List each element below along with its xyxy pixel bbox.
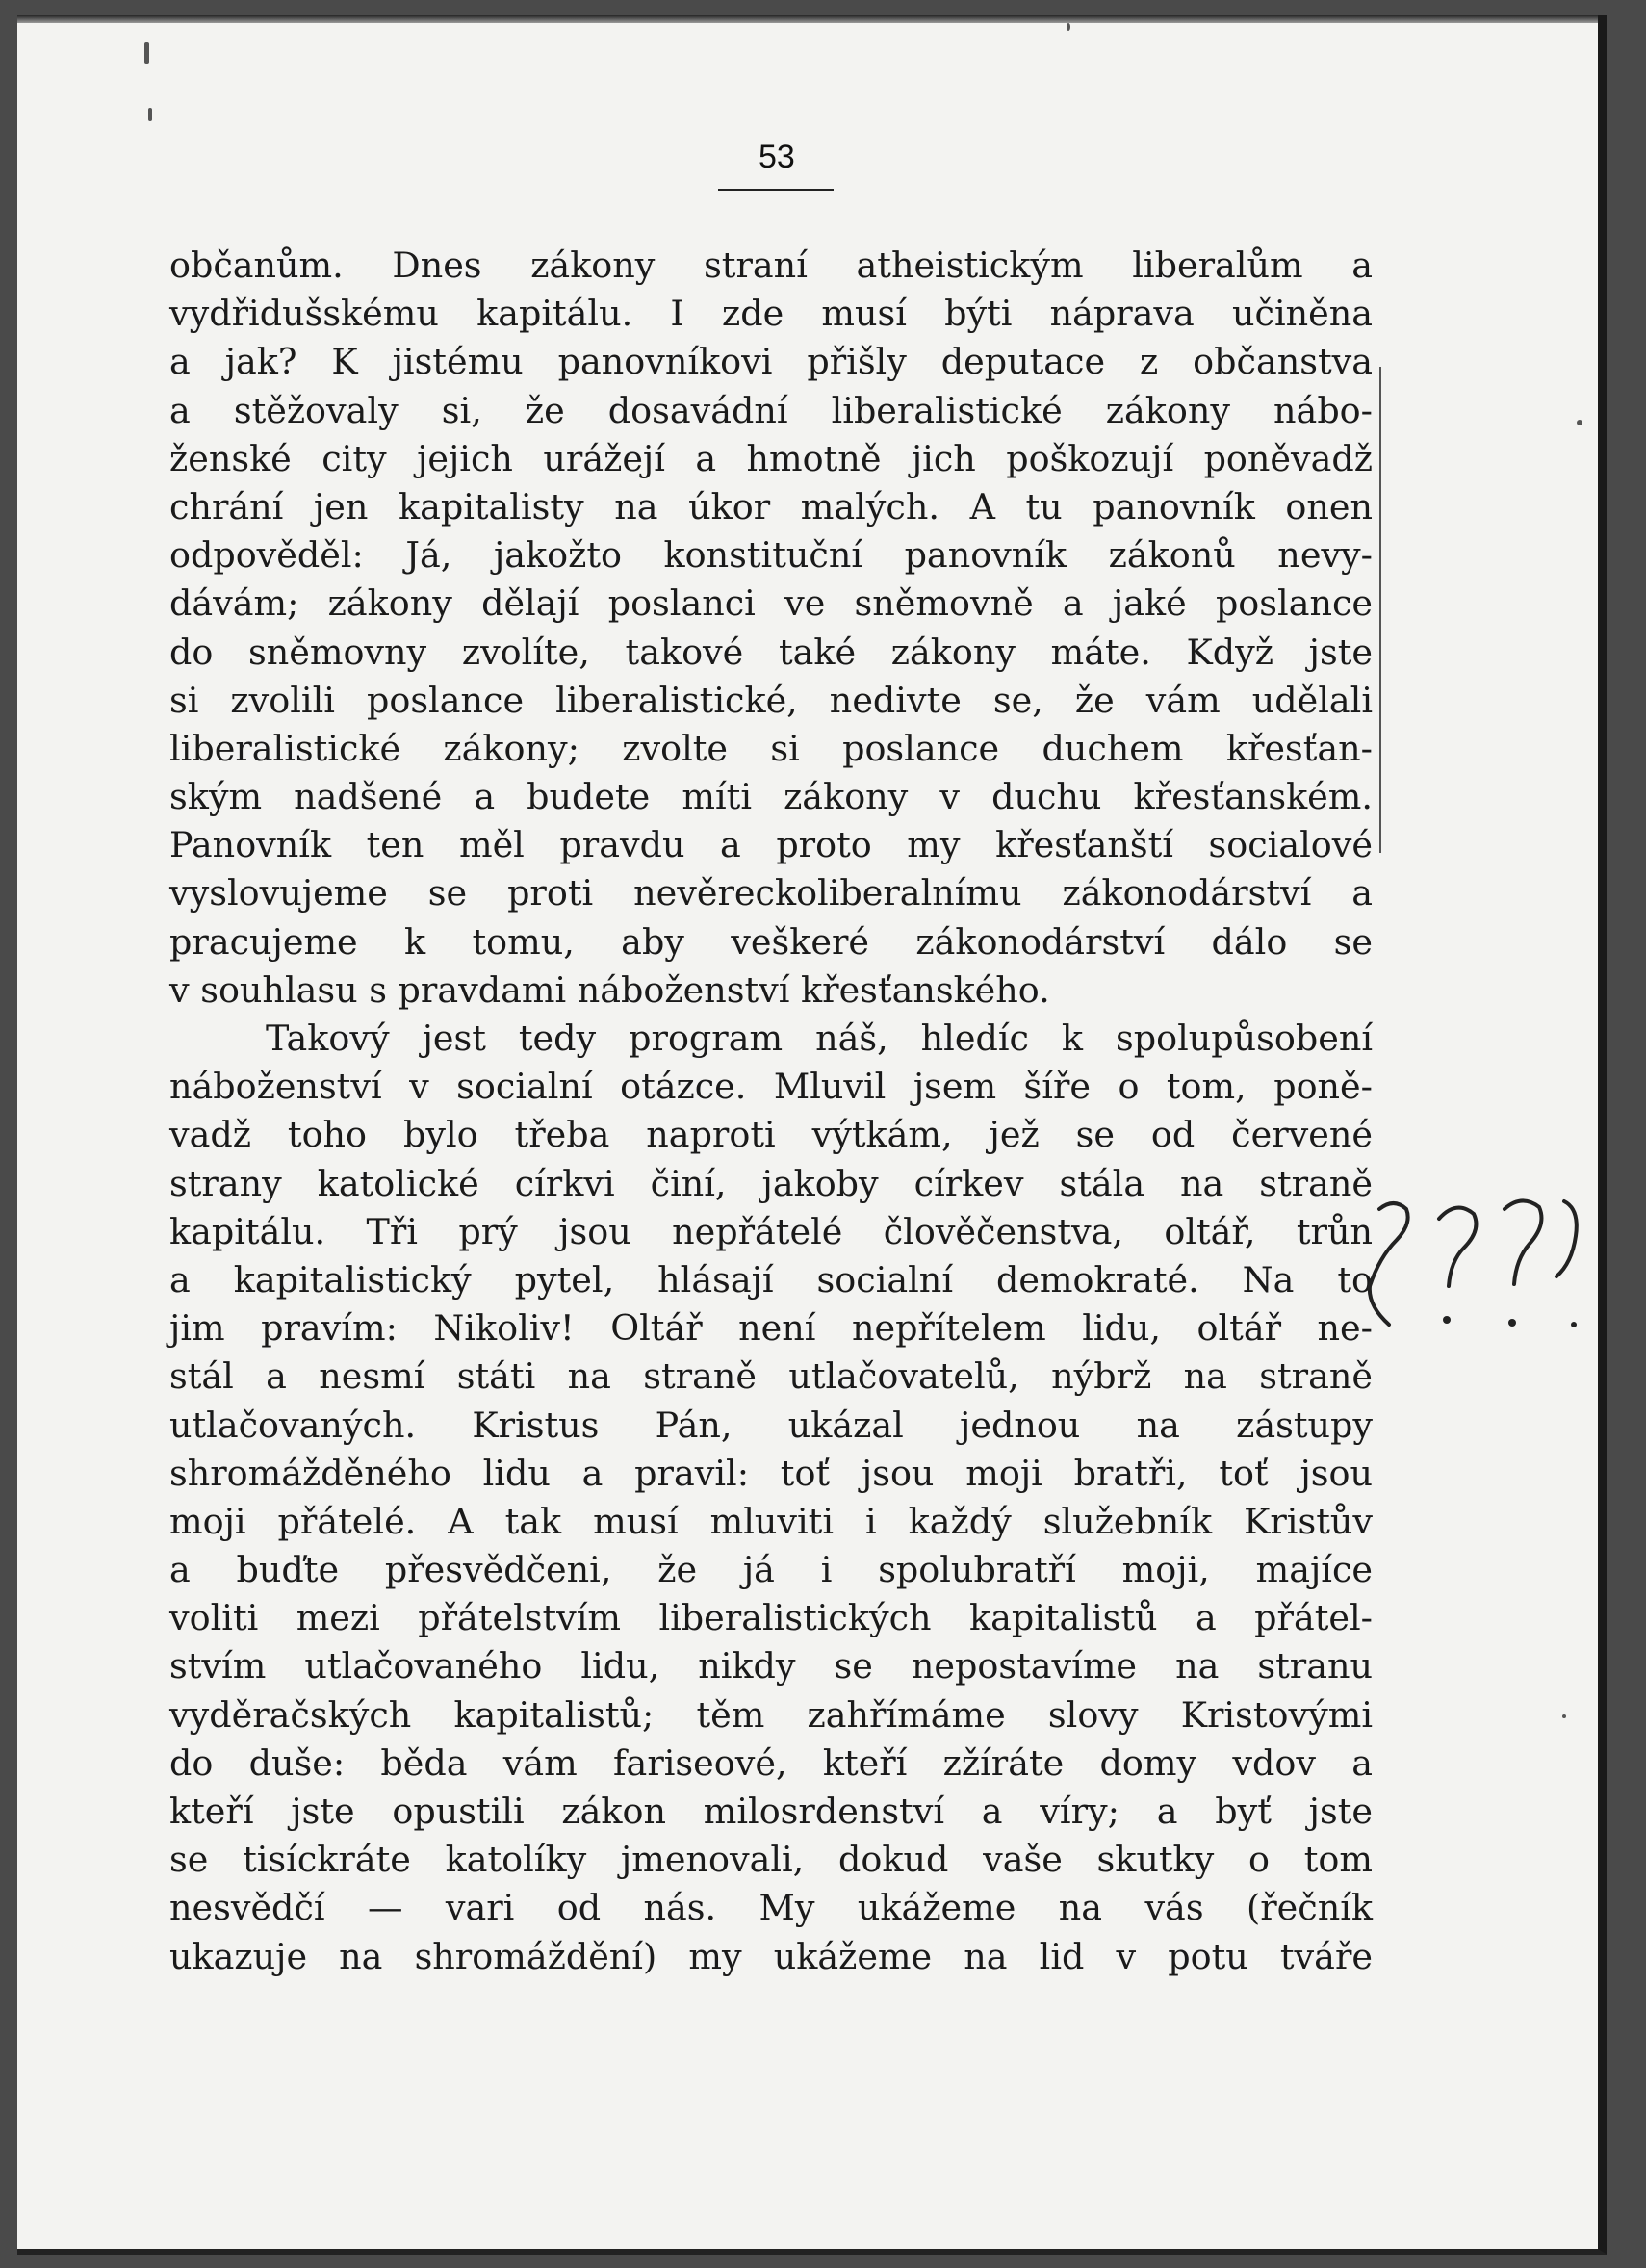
scan-speck xyxy=(1067,23,1070,31)
text-line: a kapitalistický pytel, hlásají socialní demokraté. Na to xyxy=(169,1258,1373,1301)
text-line: strany katolické církvi činí, jakoby církev stála na straně xyxy=(169,1162,1373,1204)
text-line: liberalistické zákony; zvolte si poslance duchem křesťan- xyxy=(169,727,1373,769)
text-line: v souhlasu s pravdami náboženství křesťanského. xyxy=(169,968,1050,1011)
text-line: a jak? K jistému panovníkovi přišly deputace z občanstva xyxy=(169,341,1373,383)
text-line: do sněmovny zvolíte, takové také zákony máte. Když jste xyxy=(169,631,1373,673)
margin-pencil-line xyxy=(1379,367,1385,853)
text-line: občanům. Dnes zákony straní atheistickým liberalům a xyxy=(169,245,1373,286)
scan-speck xyxy=(1577,420,1582,425)
text-line: kapitálu. Tři prý jsou nepřátelé člověčenstva, oltář, trůn xyxy=(169,1210,1373,1252)
text-line: nesvědčí — vari od nás. My ukážeme na vás (řečník xyxy=(169,1887,1373,1929)
text-line: chrání jen kapitalisty na úkor malých. A tu panovník onen xyxy=(169,485,1373,528)
text-line: jim pravím: Nikoliv! Oltář není nepřítelem lidu, oltář ne- xyxy=(169,1307,1373,1350)
text-line: utlačovaných. Kristus Pán, ukázal jednou na zástupy xyxy=(169,1404,1373,1446)
text-line: kteří jste opustili zákon milosrdenství a víry; a byť jste xyxy=(169,1791,1373,1832)
text-line: ským nadšené a budete míti zákony v duchu křesťanském. xyxy=(169,776,1373,818)
text-line: pracujeme k tomu, aby veškeré zákonodárství dálo se xyxy=(169,920,1373,963)
text-line: do duše: běda vám fariseové, kteří zžíráte domy vdov a xyxy=(169,1741,1373,1784)
text-line: a buďte přesvědčeni, že já i spolubratří moji, majíce xyxy=(169,1549,1373,1591)
text-line: stál a nesmí státi na straně utlačovatelů, nýbrž na straně xyxy=(169,1355,1373,1398)
page-number-rule xyxy=(718,189,834,191)
scan-speck xyxy=(144,42,149,64)
text-line: se tisíckráte katolíky jmenovali, dokud vaše skutky o tom xyxy=(169,1839,1373,1881)
text-line: si zvolili poslance liberalistické, nedivte se, že vám udělali xyxy=(169,679,1373,721)
body-text xyxy=(169,242,1373,1981)
text-line: dávám; zákony dělají poslanci ve sněmovně a jaké poslance xyxy=(169,582,1373,625)
scan-speck xyxy=(1562,1714,1566,1718)
text-line: Takový jest tedy program náš, hledíc k spolupůsobení xyxy=(266,1018,1373,1059)
text-line: a stěžovaly si, že dosavádní liberalistické zákony nábo- xyxy=(169,389,1373,431)
text-line: vyděračských kapitalistů; těm zahřímáme slovy Kristovými xyxy=(169,1693,1373,1736)
text-line: vydřidušskému kapitálu. I zde musí býti náprava učiněna xyxy=(169,293,1373,335)
text-line: Panovník ten měl pravdu a proto my křesťanští socialové xyxy=(169,824,1373,866)
text-line: moji přátelé. A tak musí mluviti i každý služebník Kristův xyxy=(169,1500,1373,1542)
text-line: odpověděl: Já, jakožto konstituční panovník zákonů nevy- xyxy=(169,534,1373,577)
page-number: 53 xyxy=(759,139,795,175)
text-line: voliti mezi přátelstvím liberalistických kapitalistů a přátel- xyxy=(169,1597,1373,1639)
text-line: ženské city jejich urážejí a hmotně jich poškozují poněvadž xyxy=(169,437,1373,479)
text-line: náboženství v socialní otázce. Mluvil jsem šíře o tom, poně- xyxy=(169,1066,1373,1108)
text-line: ukazuje na shromáždění) my ukážeme na lid v potu tváře xyxy=(169,1935,1373,1977)
scan-speck xyxy=(148,108,152,121)
handwritten-question-marks xyxy=(1350,1180,1591,1353)
text-line: shromážděného lidu a pravil: toť jsou moji bratři, toť jsou xyxy=(169,1452,1373,1494)
scan-top-edge xyxy=(17,15,1598,23)
text-line: stvím utlačovaného lidu, nikdy se nepostavíme na stranu xyxy=(169,1645,1373,1688)
text-line: vyslovujeme se proti nevěreckoliberalnímu zákonodárství a xyxy=(169,872,1373,915)
text-line: vadž toho bylo třeba naproti výtkám, jež se od červené xyxy=(169,1114,1373,1156)
document-page xyxy=(17,15,1607,2255)
